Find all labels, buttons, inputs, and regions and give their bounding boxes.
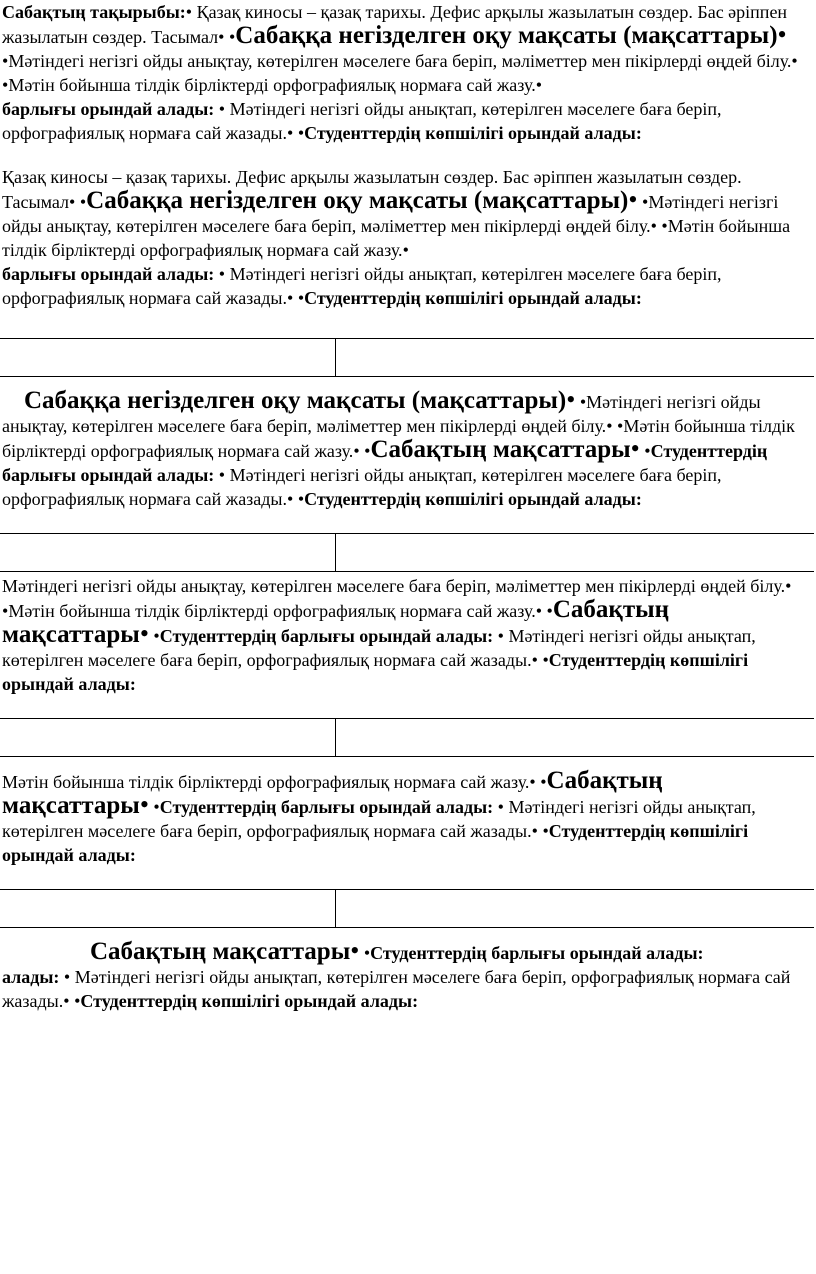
bullet: • <box>287 123 294 143</box>
objective-2: Мәтін бойынша тілдік бірліктерді орфографиялық нормаға сай жазу. <box>2 772 530 792</box>
bullet: • <box>785 576 792 596</box>
bullet: • <box>364 441 371 461</box>
bullet: • <box>630 434 640 463</box>
lesson-goals-heading: Сабақтың мақсаттары <box>2 767 663 819</box>
bullet: • <box>606 416 613 436</box>
bullet: • <box>661 216 668 236</box>
bullet: • <box>218 27 225 47</box>
bullet: • <box>540 772 547 792</box>
bullet: • <box>287 489 294 509</box>
lesson-goals-heading: Сабақтың мақсаттары <box>90 938 351 965</box>
table-row-empty <box>0 533 814 572</box>
all-can-label-full: Студенттердің барлығы орындай алады: <box>2 441 768 485</box>
bullet: • <box>228 27 236 47</box>
block-4-paragraph <box>0 574 816 696</box>
table-row-empty <box>0 718 814 757</box>
table-cell <box>0 339 336 376</box>
topic-text: Қазақ киносы – қазақ тарихы. Дефис арқылы жазылатын сөздер. Бас әріппен жазылатын сөздер. Тасымал <box>2 167 742 212</box>
table-cell <box>336 534 814 571</box>
table-cell <box>336 890 814 927</box>
block-3-paragraph <box>0 385 816 511</box>
bullet: • <box>531 821 538 841</box>
table-cell <box>0 890 336 927</box>
table-row-empty <box>0 338 814 377</box>
bullet: • <box>617 416 624 436</box>
all-can-label-full: Студенттердің барлығы орындай алады: <box>159 797 494 817</box>
bullet: • <box>497 626 504 646</box>
table-row-empty <box>0 889 814 928</box>
bullet: • <box>2 601 9 621</box>
bullet: • <box>353 441 360 461</box>
most-can-label: Студенттердің көпшілігі орындай алады: <box>2 821 749 865</box>
all-can-label: барлығы орындай алады: <box>2 99 215 119</box>
table-cell <box>336 339 814 376</box>
bullet: • <box>287 288 294 308</box>
table-cell <box>336 719 814 756</box>
block-6-paragraph <box>0 936 816 965</box>
bullet: • <box>297 288 305 308</box>
table-cell <box>0 719 336 756</box>
bullet: • <box>74 991 81 1011</box>
bullet: • <box>628 185 638 214</box>
objective-1: Мәтіндегі негізгі ойды анықтау, көтерілген мәселеге баға беріп, мәліметтер мен пікірлерді өңдей білу. <box>2 392 761 436</box>
all-can-label-full: Студенттердің барлығы орындай алады: <box>159 626 494 646</box>
bullet: • <box>297 123 305 143</box>
objectives-heading: Сабаққа негізделген оқу мақсаты (мақсаттары) <box>24 387 567 414</box>
bullet: • <box>2 75 9 95</box>
bullet: • <box>297 489 305 509</box>
bullet: • <box>185 2 193 22</box>
bullet: • <box>218 465 226 485</box>
bullet: • <box>535 75 543 95</box>
bullet: • <box>139 790 149 819</box>
all-can-text: Мәтіндегі негізгі ойды анықтап, көтерілген мәселеге баға беріп, орфографиялық нормаға сай жазады. <box>2 626 756 670</box>
block-5-paragraph <box>0 769 816 867</box>
block-2-paragraph <box>0 165 816 310</box>
block-1-paragraph <box>0 0 816 145</box>
table-cell <box>0 534 336 571</box>
objective-2: Мәтін бойынша тілдік бірліктерді орфографиялық нормаға сай жазу. <box>8 75 536 95</box>
block-6-continuation <box>0 965 816 1013</box>
bullet: • <box>642 192 649 212</box>
most-can-label: Студенттердің көпшілігі орындай алады: <box>304 288 642 308</box>
objective-1: Мәтіндегі негізгі ойды анықтау, көтерілген мәселеге баға беріп, мәліметтер мен пікірлерді өңдей білу. <box>2 192 779 236</box>
all-can-text: Мәтіндегі негізгі ойды анықтап, көтерілген мәселеге баға беріп, орфографиялық нормаға сай жазады. <box>2 967 791 1011</box>
most-can-label: Студенттердің көпшілігі орындай алады: <box>304 489 642 509</box>
bullet: • <box>777 20 787 49</box>
bullet: • <box>566 385 576 414</box>
most-can-label: Студенттердің көпшілігі орындай алады: <box>304 123 642 143</box>
bullet: • <box>497 797 504 817</box>
all-can-label: барлығы орындай алады: <box>2 264 215 284</box>
bullet: • <box>542 821 549 841</box>
all-can-text: Мәтіндегі негізгі ойды анықтап, көтерілген мәселеге баға беріп, орфографиялық нормаға сай жазады. <box>2 264 722 308</box>
bullet: • <box>63 967 71 987</box>
bullet: • <box>791 51 798 71</box>
all-can-text: Мәтіндегі негізгі ойды анықтап, көтерілген мәселеге баға беріп, орфографиялық нормаға сай жазады. <box>2 797 756 841</box>
bullet: • <box>218 264 226 284</box>
bullet: • <box>153 626 160 646</box>
bullet: • <box>350 936 360 965</box>
objective-2: Мәтін бойынша тілдік бірліктерді орфографиялық нормаға сай жазу. <box>2 216 791 260</box>
topic-label: Сабақтың тақырыбы: <box>2 2 186 22</box>
bullet: • <box>139 619 149 648</box>
all-can-tail: алады: <box>2 967 60 987</box>
most-can-label: Студенттердің көпшілігі орындай алады: <box>2 650 749 694</box>
bullet: • <box>218 99 226 119</box>
bullet: • <box>79 192 87 212</box>
bullet: • <box>644 441 651 461</box>
bullet: • <box>63 991 70 1011</box>
bullet: • <box>531 650 538 670</box>
objectives-heading: Сабаққа негізделген оқу мақсаты (мақсаттары) <box>235 22 778 49</box>
objective-2: Мәтін бойынша тілдік бірліктерді орфографиялық нормаға сай жазу. <box>8 601 536 621</box>
objective-1: Мәтіндегі негізгі ойды анықтау, көтерілген мәселеге баға беріп, мәліметтер мен пікірлерді өңдей білу. <box>8 51 792 71</box>
bullet: • <box>535 601 543 621</box>
all-can-text: Мәтіндегі негізгі ойды анықтап, көтерілген мәселеге баға беріп, орфографиялық нормаға сай жазады. <box>2 465 722 509</box>
bullet: • <box>542 650 549 670</box>
objective-1: Мәтіндегі негізгі ойды анықтау, көтерілген мәселеге баға беріп, мәліметтер мен пікірлерді өңдей білу. <box>2 576 786 596</box>
bullet: • <box>2 51 9 71</box>
topic-text: Қазақ киносы – қазақ тарихы. Дефис арқылы жазылатын сөздер. Бас әріппен жазылатын сөздер. Тасымал <box>2 2 788 47</box>
bullet: • <box>153 797 160 817</box>
objective-2: Мәтін бойынша тілдік бірліктерді орфографиялық нормаға сай жазу. <box>2 416 795 461</box>
all-can-text: Мәтіндегі негізгі ойды анықтап, көтерілген мәселеге баға беріп, орфографиялық нормаға сай жазады. <box>2 99 722 143</box>
bullet: • <box>402 240 409 260</box>
bullet: • <box>579 392 587 412</box>
bullet: • <box>363 943 371 963</box>
bullet: • <box>650 216 657 236</box>
lesson-goals-heading: Сабақтың мақсаттары <box>370 436 631 463</box>
lesson-goals-heading: Сабақтың мақсаттары <box>2 596 670 648</box>
most-can-label: Студенттердің көпшілігі орындай алады: <box>80 991 419 1011</box>
objectives-heading: Сабаққа негізделген оқу мақсаты (мақсаттары) <box>86 187 629 214</box>
bullet: • <box>69 192 76 212</box>
bullet: • <box>529 772 536 792</box>
all-can-label-full: Студенттердің барлығы орындай алады: <box>370 943 704 963</box>
bullet: • <box>546 601 553 621</box>
